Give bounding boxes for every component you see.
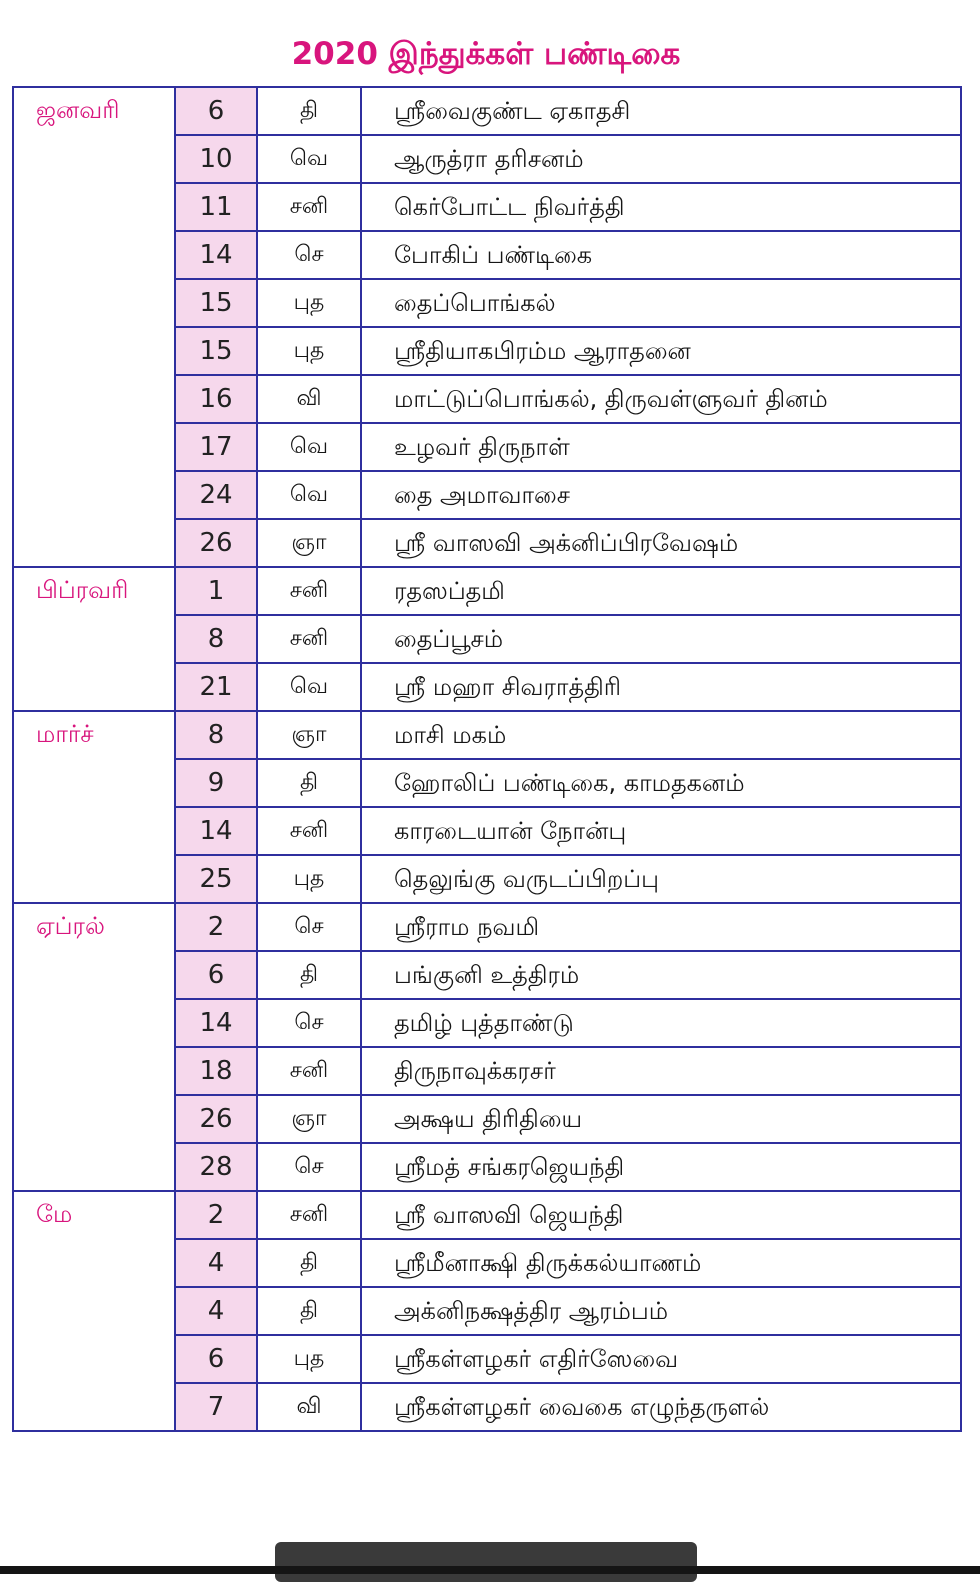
navigation-bar: [0, 1566, 980, 1574]
date-cell: 26: [175, 1095, 257, 1143]
festival-table: [12, 86, 962, 1432]
date-cell: 26: [175, 519, 257, 567]
date-cell: 8: [175, 711, 257, 759]
month-label: ஏப்ரல்: [13, 903, 175, 1191]
date-cell: 4: [175, 1287, 257, 1335]
weekday-cell: செ: [257, 231, 361, 279]
festival-name: காரடையான் நோன்பு: [361, 807, 961, 855]
date-cell: 14: [175, 231, 257, 279]
month-label: மே: [13, 1191, 175, 1431]
date-cell: 18: [175, 1047, 257, 1095]
weekday-cell: சனி: [257, 567, 361, 615]
festival-name: ஸ்ரீ வாஸவி அக்னிப்பிரவேஷம்: [361, 519, 961, 567]
date-cell: 14: [175, 999, 257, 1047]
page-title: 2020 இந்துக்கள் பண்டிகை: [291, 36, 681, 72]
table-row: [13, 1191, 961, 1239]
weekday-cell: தி: [257, 1287, 361, 1335]
festival-name: தெலுங்கு வருடப்பிறப்பு: [361, 855, 961, 903]
date-cell: 8: [175, 615, 257, 663]
table-row: [13, 87, 961, 135]
table-row: [13, 567, 961, 615]
festival-name: ஸ்ரீ மஹா சிவராத்திரி: [361, 663, 961, 711]
weekday-cell: ஞா: [257, 711, 361, 759]
date-cell: 14: [175, 807, 257, 855]
date-cell: 7: [175, 1383, 257, 1431]
festival-name: அக்ஷய திரிதியை: [361, 1095, 961, 1143]
weekday-cell: செ: [257, 999, 361, 1047]
weekday-cell: வி: [257, 375, 361, 423]
date-cell: 10: [175, 135, 257, 183]
date-cell: 25: [175, 855, 257, 903]
festival-name: ரதஸப்தமி: [361, 567, 961, 615]
festival-name: ஸ்ரீவைகுண்ட ஏகாதசி: [361, 87, 961, 135]
festival-name: ஸ்ரீமத் சங்கரஜெயந்தி: [361, 1143, 961, 1191]
weekday-cell: செ: [257, 1143, 361, 1191]
date-cell: 6: [175, 1335, 257, 1383]
date-cell: 4: [175, 1239, 257, 1287]
festival-name: ஆருத்ரா தரிசனம்: [361, 135, 961, 183]
table-row: [13, 711, 961, 759]
date-cell: 11: [175, 183, 257, 231]
festival-name: ஹோலிப் பண்டிகை, காமதகனம்: [361, 759, 961, 807]
festival-name: தை அமாவாசை: [361, 471, 961, 519]
festival-name: தைப்பூசம்: [361, 615, 961, 663]
weekday-cell: புத: [257, 327, 361, 375]
festival-name: தைப்பொங்கல்: [361, 279, 961, 327]
weekday-cell: வெ: [257, 663, 361, 711]
festival-name: மாசி மகம்: [361, 711, 961, 759]
weekday-cell: ஞா: [257, 1095, 361, 1143]
festival-name: கெர்போட்ட நிவர்த்தி: [361, 183, 961, 231]
festival-name: ஸ்ரீராம நவமி: [361, 903, 961, 951]
festival-name: ஸ்ரீமீனாக்ஷி திருக்கல்யாணம்: [361, 1239, 961, 1287]
weekday-cell: தி: [257, 951, 361, 999]
festival-name: ஸ்ரீகள்ளழகர் எதிர்ஸேவை: [361, 1335, 961, 1383]
date-cell: 17: [175, 423, 257, 471]
date-cell: 15: [175, 327, 257, 375]
festival-name: ஸ்ரீகள்ளழகர் வைகை எழுந்தருளல்: [361, 1383, 961, 1431]
festival-name: மாட்டுப்பொங்கல், திருவள்ளுவர் தினம்: [361, 375, 961, 423]
date-cell: 9: [175, 759, 257, 807]
month-label: மார்ச்: [13, 711, 175, 903]
weekday-cell: சனி: [257, 1191, 361, 1239]
weekday-cell: சனி: [257, 183, 361, 231]
festival-name: உழவர் திருநாள்: [361, 423, 961, 471]
festival-name: திருநாவுக்கரசர்: [361, 1047, 961, 1095]
weekday-cell: வெ: [257, 135, 361, 183]
weekday-cell: புத: [257, 855, 361, 903]
festival-name: ஸ்ரீ வாஸவி ஜெயந்தி: [361, 1191, 961, 1239]
festival-name: தமிழ் புத்தாண்டு: [361, 999, 961, 1047]
date-cell: 2: [175, 903, 257, 951]
month-label: ஜனவரி: [13, 87, 175, 567]
weekday-cell: ஞா: [257, 519, 361, 567]
date-cell: 24: [175, 471, 257, 519]
festival-name: போகிப் பண்டிகை: [361, 231, 961, 279]
weekday-cell: வெ: [257, 423, 361, 471]
date-cell: 16: [175, 375, 257, 423]
table-row: [13, 903, 961, 951]
bottom-sheet-handle[interactable]: [275, 1542, 697, 1582]
weekday-cell: புத: [257, 279, 361, 327]
festival-name: பங்குனி உத்திரம்: [361, 951, 961, 999]
month-label: பிப்ரவரி: [13, 567, 175, 711]
weekday-cell: புத: [257, 1335, 361, 1383]
weekday-cell: சனி: [257, 807, 361, 855]
weekday-cell: வெ: [257, 471, 361, 519]
festival-name: அக்னிநக்ஷத்திர ஆரம்பம்: [361, 1287, 961, 1335]
date-cell: 1: [175, 567, 257, 615]
date-cell: 6: [175, 951, 257, 999]
date-cell: 15: [175, 279, 257, 327]
date-cell: 21: [175, 663, 257, 711]
weekday-cell: செ: [257, 903, 361, 951]
weekday-cell: தி: [257, 87, 361, 135]
festival-name: ஸ்ரீதியாகபிரம்ம ஆராதனை: [361, 327, 961, 375]
date-cell: 2: [175, 1191, 257, 1239]
weekday-cell: வி: [257, 1383, 361, 1431]
date-cell: 6: [175, 87, 257, 135]
weekday-cell: சனி: [257, 1047, 361, 1095]
weekday-cell: தி: [257, 759, 361, 807]
weekday-cell: சனி: [257, 615, 361, 663]
date-cell: 28: [175, 1143, 257, 1191]
weekday-cell: தி: [257, 1239, 361, 1287]
